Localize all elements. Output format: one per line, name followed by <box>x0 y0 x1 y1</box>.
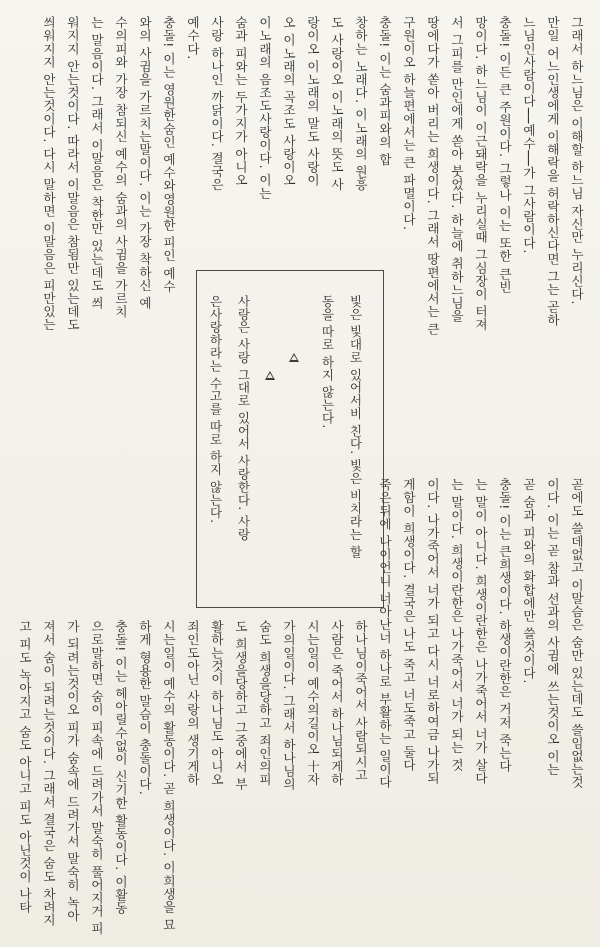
text-line: 씌워지지 안는것이다. 다시 말하면 이말음은 피만있는 <box>41 16 56 332</box>
text-line: 시는일이 예수의 활동이다. 곧 희생이다. 이희생을 묘 <box>161 620 176 932</box>
triangle-ornament <box>289 353 299 362</box>
text-line: 가 되려는것이오 피가 숨속에 드려가서 말숙히 녹아 <box>65 620 80 923</box>
text-line: 게함이 희생이다. 결국은 나도 죽고 너도죽고 둘다 <box>401 478 416 772</box>
text-line: 이다. 이는 곧 참과 선과의 사귐에 쓰는것이오 이는 <box>545 478 560 777</box>
text-line: 오 이노래의 곡조도 사랑이오 <box>281 16 296 187</box>
text-line: 충돌! 이든 큰 주원이다. 그렇나 이는 또한 큰빈 <box>497 16 512 294</box>
text-line: 충돌! 이는 숨과피와의 합 <box>377 16 392 167</box>
text-line: 사람은 죽어서 하나님되게하 <box>329 620 344 787</box>
text-line: 워지지 안는것이다. 따라서 이말음은 참됨만 있는데도 <box>65 16 80 332</box>
text-line: 도 사랑이오 이노래의 뜻도 사 <box>329 16 344 192</box>
text-line: 숨도 희생을당하고 죄인의피 <box>257 620 272 787</box>
text-line: 하게 형용한 말슴이 충돌이다. <box>137 620 152 796</box>
text-line: 져서 숨이 되려는것이다. 그래서 결국은 숨도 차려지 <box>41 620 56 927</box>
text-line: 시는일이 예수의길이오 十자 <box>305 620 320 787</box>
text-line: 와의 사귐을 가르치는말이다. 이는 가장 착하신 예 <box>137 16 152 310</box>
boxed-quote <box>196 270 384 608</box>
text-line: 이다. 나가죽어서 너가 되고 다시 너로하여금 나가되 <box>425 478 440 785</box>
text-line: 숨과 피와는 두가지가 아니오 <box>233 16 248 187</box>
text-line: 구원이오 하늘편에서는 큰 파멸이다. <box>401 16 416 231</box>
text-line: 느님인사람이다──예수──가 그사람이다. <box>521 16 536 254</box>
box-text-line: 동을 따로 하지 않는다. <box>320 295 335 429</box>
text-line: 만일 어느인생에게 이해락을 허락하신다면 그는 곧하 <box>545 16 560 327</box>
text-line: 곧에도 쓸데없고 이말슴은 숨만 있는데도 쓸임없는것 <box>569 478 584 789</box>
text-line: 예수다. <box>185 16 200 60</box>
triangle-ornament <box>265 371 275 380</box>
text-line: 는 말음이다. 그래서 이말음은 착한만 있는데도 씌 <box>89 16 104 310</box>
text-line: 는 말이 아니다. 희생이란한은 나가죽어서 너가 살다 <box>473 478 488 785</box>
text-line: 수의피와 가장 참되신 예수의 숨과의 사귐을 가르치 <box>113 16 128 319</box>
text-line: 충돌! 이는 영원한숨인 예수와영원한 피인 예수 <box>161 16 176 293</box>
text-line: 고 피도 녹아지고 숨도 아니고 피도 아닌것이 나타 <box>17 620 32 914</box>
text-line: 충돌! 이는 큰희생이다. 하생이란한은 거저 죽는다 <box>497 478 512 773</box>
text-line: 땅에다가 쏟아 버리는 희생이다. 그래서 땅편에서는 큰 <box>425 16 440 336</box>
box-text-line: 빛은 빛대로 있어서비 친다. 빛은 비치라는 할 <box>348 295 363 559</box>
text-line: 는 말이다. 희생이란한은 나가죽어서 너가 되는 것 <box>449 478 464 772</box>
text-line: 가의일이다. 그래서 하나님의 <box>281 620 296 791</box>
text-line: 창하는 노래다. 이노래의 원흥 <box>353 16 368 192</box>
text-line: 망이다. 하느님이 이근돼락을 누리실때 그심장이 터져 <box>473 16 488 332</box>
text-line: 랑이오 이노래의 말도 사랑이 <box>305 16 320 187</box>
text-line: 이노래의 음조도사랑이다. 이는 <box>257 16 272 200</box>
text-line: 충돌! 이는 헤아릴수없이 신기한 활동이다. 이활동 <box>113 620 128 915</box>
text-line: 죽은뒤에 나이언니 너아난너 하나로 부활하는 일이다 <box>377 478 392 789</box>
text-line: 서 그피를 만인에게 쏟아 붓었다. 하늘에 취하느님을 <box>449 16 464 323</box>
text-line: 활하는것이 하나님도 아니오 <box>209 620 224 787</box>
text-line: 사랑 하나인 까닭이다. 결국은 <box>209 16 224 192</box>
text-line: 으로말하면 숨이 피속에 드려가서 말숙히 풀어지거 피 <box>89 620 104 936</box>
box-text-line: 은사랑하라는 수고를 따로 하지 않는다. <box>208 295 223 524</box>
text-line: 도 희생을당하고 그중에서 부 <box>233 620 248 791</box>
text-line: 그래서 하느님은 이해할 하느님 자신만 누리신다. <box>569 16 584 306</box>
text-line: 곧 숨과 피와의 화합에만 쓸것이다. <box>521 478 536 684</box>
text-line: 하나님이죽어서 사람되시고 <box>353 620 368 782</box>
text-line: 죄인도아닌 사랑의 생기게하 <box>185 620 200 787</box>
box-text-line: 사랑은 사랑 그대로 있어서 사랑한다. 사랑 <box>236 295 251 541</box>
